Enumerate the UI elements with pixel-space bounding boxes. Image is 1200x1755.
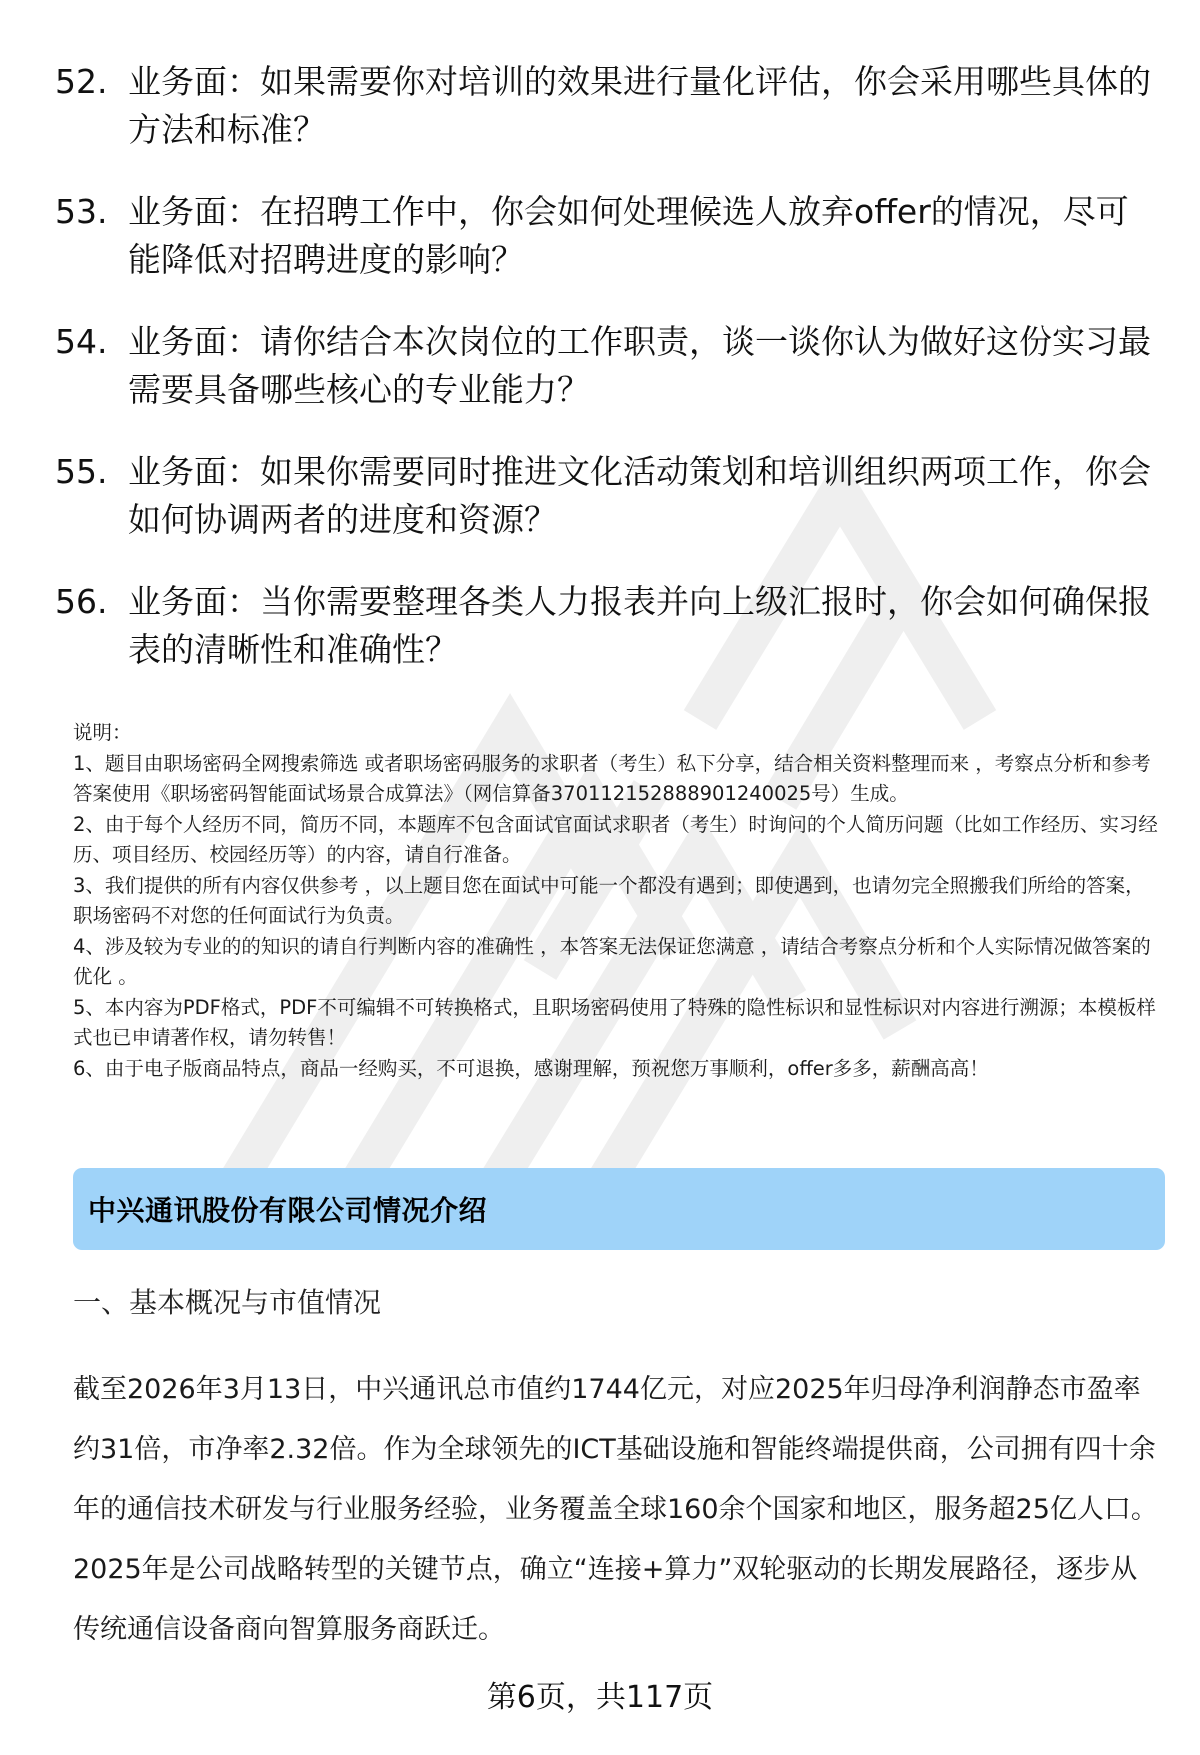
question-text: 业务面：请你结合本次岗位的工作职责，谈一谈你认为做好这份实习最需要具备哪些核心的专业能力？ [128, 322, 1151, 409]
note-item-4: 4、涉及较为专业的的知识的请自行判断内容的准确性 ，本答案无法保证您满意 ，请结合考察点分析和个人实际情况做答案的优化 。 [73, 934, 1151, 988]
question-text: 业务面：当你需要整理各类人力报表并向上级汇报时，你会如何确保报表的清晰性和准确性？ [128, 582, 1151, 669]
disclaimer-notes [73, 718, 1163, 1084]
note-item-5: 5、本内容为PDF格式，PDF不可编辑不可转换格式，且职场密码使用了特殊的隐性标识和显性标识对内容进行溯源；本模板样式也已申请著作权，请勿转售！ [73, 995, 1156, 1049]
question-number: 52. [55, 62, 108, 101]
question-number: 56. [55, 582, 108, 621]
question-item-52 [55, 58, 1155, 154]
question-item-53 [55, 188, 1155, 284]
note-item-2: 2、由于每个人经历不同，简历不同，本题库不包含面试官面试求职者（考生）时询问的个人简历问题（比如工作经历、实习经历、项目经历、校园经历等）的内容，请自行准备。 [73, 812, 1158, 866]
question-text: 业务面：如果需要你对培训的效果进行量化评估，你会采用哪些具体的方法和标准？ [128, 62, 1151, 149]
question-item-56 [55, 578, 1155, 674]
question-number: 54. [55, 322, 108, 361]
company-section-banner [73, 1168, 1165, 1250]
note-item-3: 3、我们提供的所有内容仅供参考 ，以上题目您在面试中可能一个都没有遇到；即使遇到，也请勿完全照搬我们所给的答案，职场密码不对您的任何面试行为负责。 [73, 873, 1145, 927]
question-text: 业务面：如果你需要同时推进文化活动策划和培训组织两项工作，你会如何协调两者的进度和资源？ [128, 452, 1151, 539]
question-number: 55. [55, 452, 108, 491]
section-heading: 一、基本概况与市值情况 [73, 1286, 382, 1319]
note-item-1: 1、题目由职场密码全网搜索筛选 或者职场密码服务的求职者（考生）私下分享，结合相关资料整理而来 ，考察点分析和参考答案使用《职场密码智能面试场景合成算法》（网信算备370112152888901240025号）生成。 [73, 751, 1151, 805]
question-text: 业务面：在招聘工作中，你会如何处理候选人放弃offer的情况，尽可能降低对招聘进度的影响？ [128, 192, 1129, 279]
banner-title: 中兴通讯股份有限公司情况介绍 [88, 1194, 488, 1227]
page-indicator: 第6页，共117页 [486, 1680, 714, 1715]
question-list [55, 58, 1155, 708]
question-number: 53. [55, 192, 108, 231]
company-overview-paragraph: 截至2026年3月13日，中兴通讯总市值约1744亿元，对应2025年归母净利润静态市盈率约31倍，市净率2.32倍。作为全球领先的ICT基础设施和智能终端提供商，公司拥有四十余年的通信技术研发与行业服务经验，业务覆盖全球160余个国家和地区，服务超25亿人口。2025年是公司战略转型的关键节点，确立“连接+算力”双轮驱动的长期发展路径，逐步从传统通信设备商向智算服务商跃迁。 [73, 1374, 1158, 1645]
question-item-54 [55, 318, 1155, 414]
note-item-6: 6、由于电子版商品特点，商品一经购买，不可退换，感谢理解，预祝您万事顺利，offer多多，薪酬高高！ [73, 1056, 989, 1080]
notes-title: 说明： [73, 721, 132, 744]
question-item-55 [55, 448, 1155, 544]
